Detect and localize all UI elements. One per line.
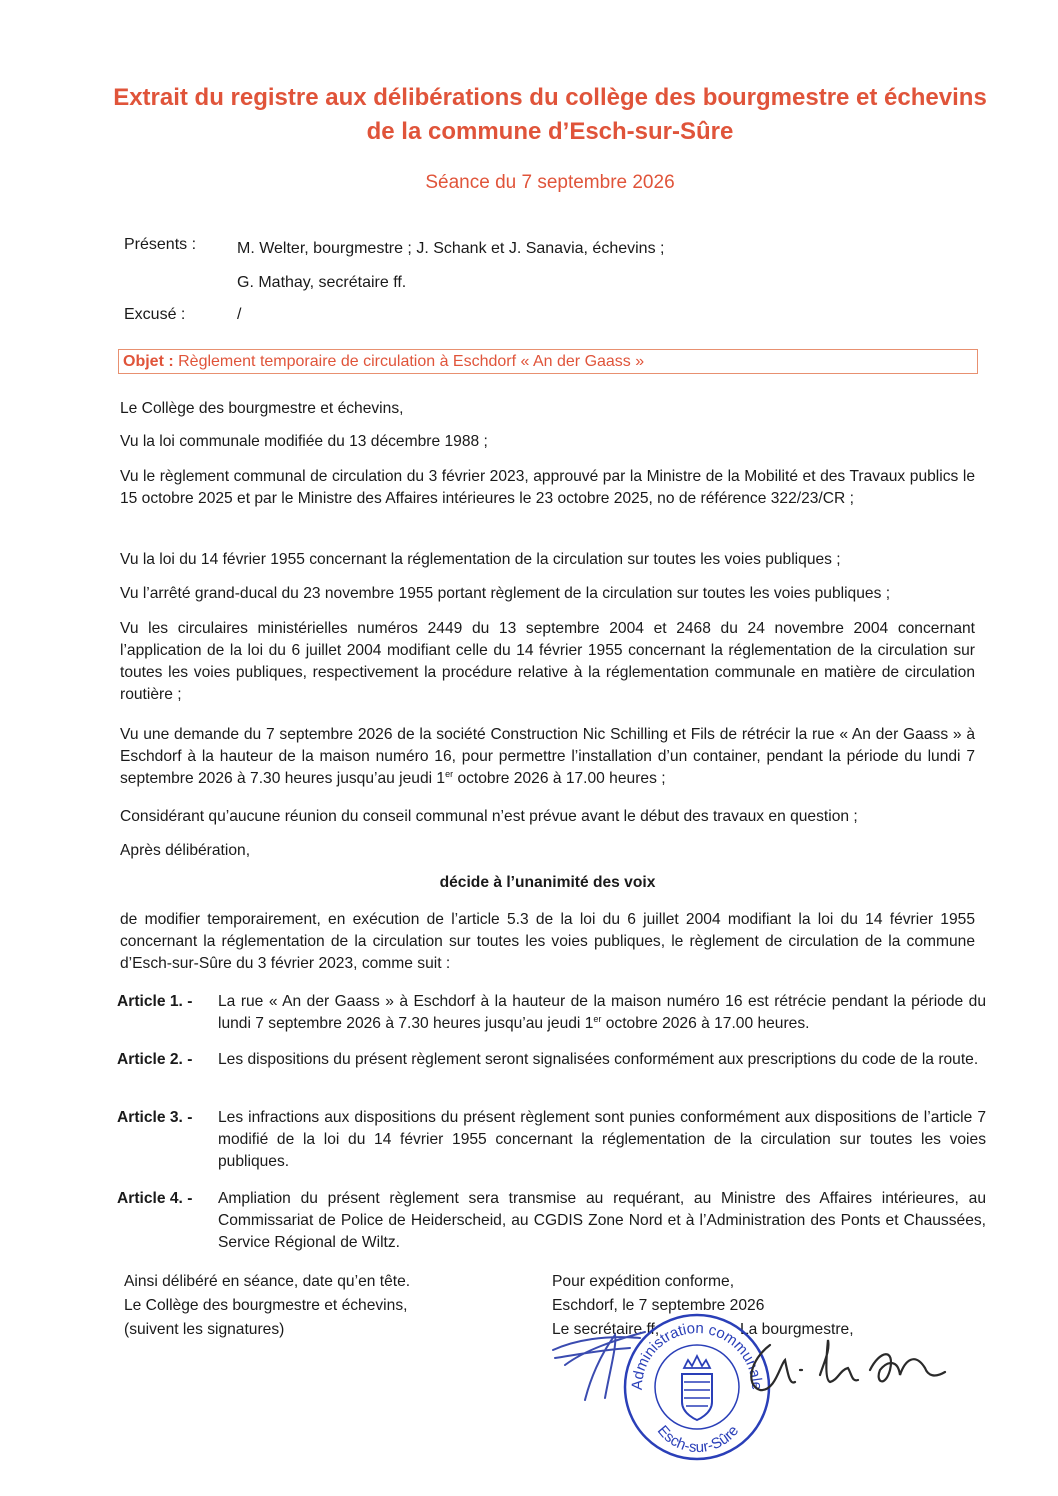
paragraph: Vu la loi du 14 février 1955 concernant la réglementation de la circulation sur toutes les voies publiques ; [120, 551, 841, 568]
paragraph: Le Collège des bourgmestre et échevins, [120, 400, 404, 417]
decision-heading: décide à l’unanimité des voix [439, 874, 656, 891]
article-1-text: La rue « An der Gaass » à Eschdorf à la hauteur de la maison numéro 16 est rétrécie pendant la période du lundi 7 septembre 2026 à 7.30 heures jusqu’au jeudi 1er octobre 2026 à 17.00 heures. [218, 993, 986, 1032]
superscript: er [445, 768, 454, 779]
paragraph [120, 724, 975, 790]
paragraph: Vu l’arrêté grand-ducal du 23 novembre 1955 portant règlement de la circulation sur toutes les voies publiques ; [120, 585, 891, 602]
mayor-signature [730, 1320, 970, 1410]
footer-left-line1: Ainsi délibéré en séance, date qu’en tête. [124, 1273, 411, 1290]
request-text: Vu une demande du 7 septembre 2026 de la société Construction Nic Schilling et Fils de rétrécir la rue « An der Gaass » à Eschdorf à la hauteur de la maison numéro 16, pour permettre l’installation d’un container, pendant la période du lundi 7 septembre 2026 à 7.30 heures jusqu’au jeudi 1 [120, 726, 975, 787]
paragraph: Vu les circulaires ministérielles numéros 2449 du 13 septembre 2004 et 2468 du 24 novembre 2004 concernant l’application de la loi du 6 juillet 2004 modifiant celle du 14 février 1955 concernant la réglementation de la circulation sur toutes les voies publiques, respectivement la procédure relative à la réglementation communale en matière de circulation routière ; [120, 620, 975, 703]
mayor-label: La bourgmestre, [740, 1321, 854, 1338]
article-2-label: Article 2. - [117, 1051, 193, 1068]
footer-right-line1: Pour expédition conforme, [552, 1273, 735, 1290]
paragraph: de modifier temporairement, en exécution de l’article 5.3 de la loi du 6 juillet 2004 modifiant la loi du 14 février 1955 concernant la réglementation de la circulation sur toutes les voies publiques, le règlement de circulation de la commune d’Esch-sur-Sûre du 3 février 2023, comme suit : [120, 911, 975, 972]
subject-label: Objet : [123, 353, 174, 370]
paragraph: Considérant qu’aucune réunion du conseil communal n’est prévue avant le début des travaux en question ; [120, 808, 858, 825]
paragraph: Vu la loi communale modifiée du 13 décembre 1988 ; [120, 433, 488, 450]
article-3-text: Les infractions aux dispositions du présent règlement sont punies conformément aux dispositions de l’article 7 modifié de la loi du 14 février 1955 concernant la réglementation de la circulation sur toutes les voies publiques. [218, 1109, 986, 1170]
paragraph: Vu le règlement communal de circulation du 3 février 2023, approuvé par la Ministre de la Mobilité et des Travaux publics le 15 octobre 2025 et par le Ministre des Affaires intérieures le 23 octobre 2025, no de référence 322/23/CR ; [120, 468, 975, 507]
seal-top-text: Administration communale [628, 1319, 766, 1391]
subject-box [118, 349, 978, 374]
document-title-line2: de la commune d’Esch-sur-Sûre [366, 118, 734, 145]
footer-right-line2: Eschdorf, le 7 septembre 2026 [552, 1297, 765, 1314]
footer-left-line3: (suivent les signatures) [124, 1321, 285, 1338]
excuse-value: / [237, 306, 242, 323]
seal-bottom-text: Esch-sur-Sûre [653, 1422, 743, 1457]
article-4-label: Article 4. - [117, 1190, 193, 1207]
article-3-label: Article 3. - [117, 1109, 193, 1126]
article-1-label: Article 1. - [117, 993, 193, 1010]
presents-line2: G. Mathay, secrétaire ff. [237, 274, 407, 291]
footer-left-line2: Le Collège des bourgmestre et échevins, [124, 1297, 408, 1314]
paragraph: Après délibération, [120, 842, 251, 859]
article-4-text: Ampliation du présent règlement sera transmise au requérant, au Ministre des Affaires intérieures, au Commissariat de Police de Heiderscheid, au CGDIS Zone Nord et à l’Administration des Ponts et Chaussées, Service Régional de Wiltz. [218, 1190, 986, 1251]
article-2-text: Les dispositions du présent règlement seront signalisées conformément aux prescriptions du code de la route. [218, 1051, 979, 1068]
request-text-end: octobre 2026 à 17.00 heures ; [453, 770, 666, 787]
secretary-label: Le secrétaire ff, [552, 1321, 660, 1338]
session-date: Séance du 7 septembre 2026 [425, 172, 675, 193]
presents-line1: M. Welter, bourgmestre ; J. Schank et J. Sanavia, échevins ; [237, 240, 665, 257]
superscript: er [593, 1013, 602, 1024]
document-title-line1: Extrait du registre aux délibérations du collège des bourgmestre et échevins [113, 84, 987, 111]
subject-text: Règlement temporaire de circulation à Eschdorf « An der Gaass » [178, 353, 645, 370]
presents-label: Présents : [124, 236, 197, 253]
excuse-label: Excusé : [124, 306, 186, 323]
